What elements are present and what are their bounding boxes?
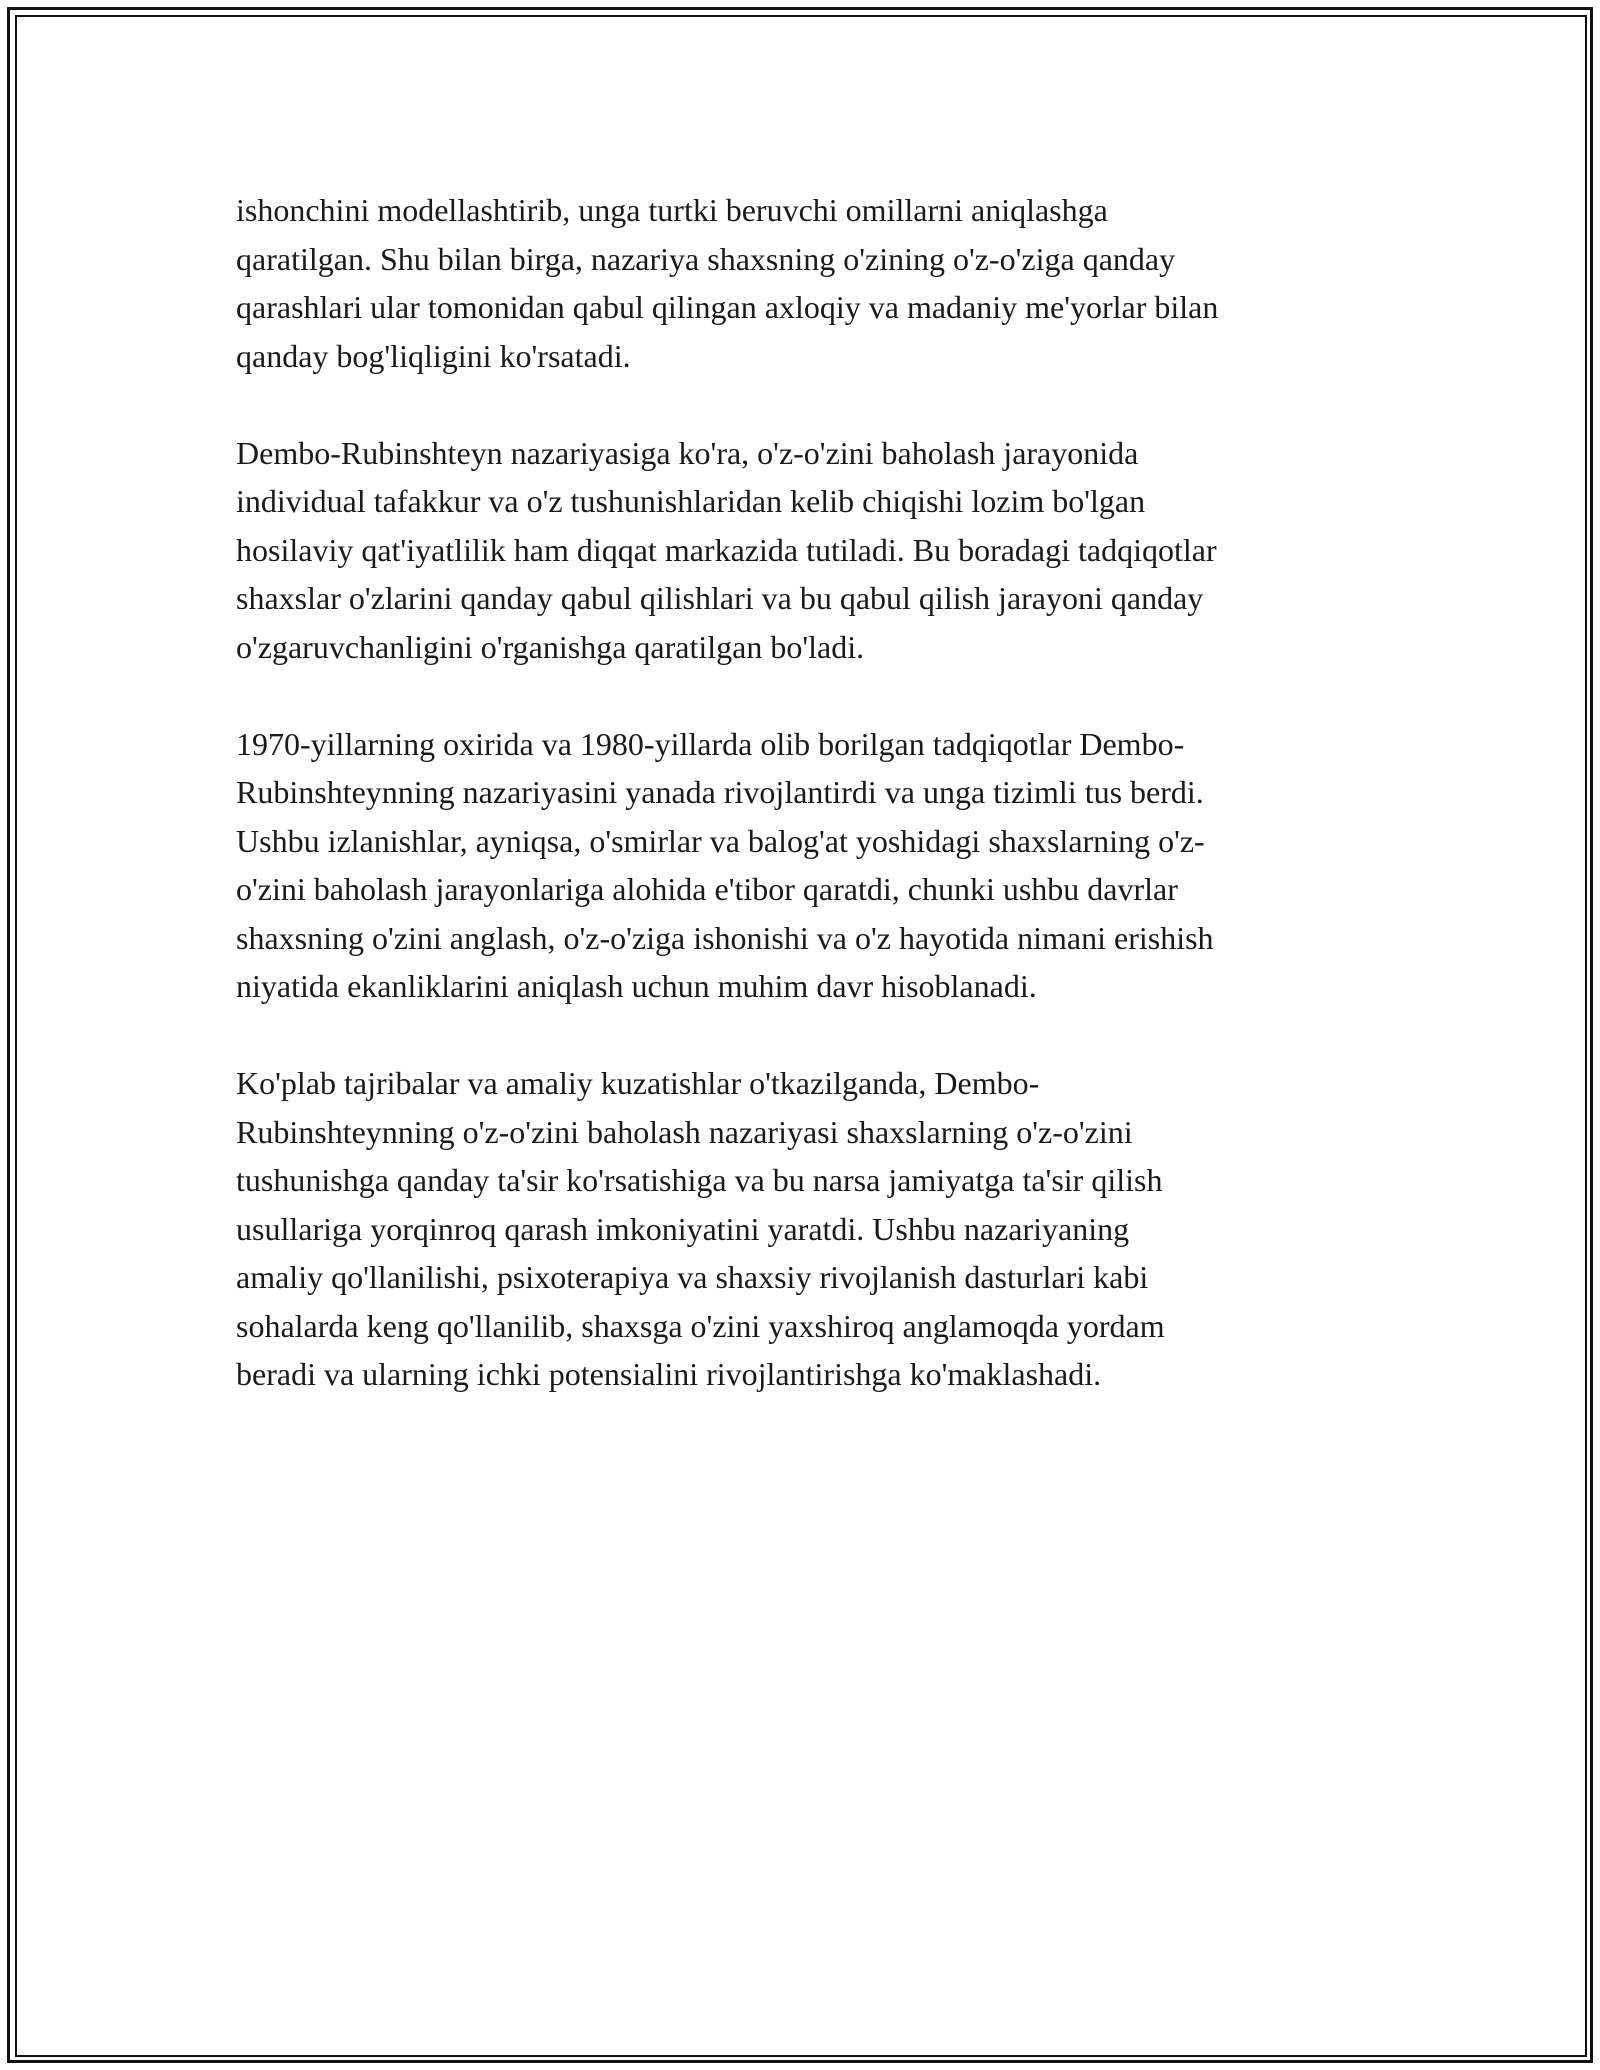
document-body — [236, 186, 1366, 1447]
text-line: shaxslar o'zlarini qanday qabul qilishlari va bu qabul qilish jarayoni qanday — [236, 580, 1204, 616]
text-line: Ko'plab tajribalar va amaliy kuzatishlar o'tkazilganda, Dembo- — [236, 1065, 1040, 1101]
text-line: shaxsning o'zini anglash, o'z-o'ziga ishonishi va o'z hayotida nimani erishish — [236, 919, 1214, 956]
text-line: ishonchini modellashtirib, unga turtki beruvchi omillarni aniqlashga — [236, 192, 1108, 228]
paragraph — [236, 720, 1366, 1011]
text-line: sohalarda keng qo'llanilib, shaxsga o'zini yaxshiroq anglamoqda yordam — [236, 1307, 1165, 1344]
paragraph — [236, 1059, 1366, 1399]
text-line: qaratilgan. Shu bilan birga, nazariya shaxsning o'zining o'z-o'ziga qanday — [236, 240, 1176, 277]
text-line: 1970-yillarning oxirida va 1980-yillarda olib borilgan tadqiqotlar Dembo- — [236, 725, 1185, 762]
text-line: amaliy qo'llanilishi, psixoterapiya va shaxsiy rivojlanish dasturlari kabi — [236, 1259, 1149, 1295]
text-line: tushunishga qanday ta'sir ko'rsatishiga va bu narsa jamiyatga ta'sir qilish — [236, 1162, 1163, 1198]
text-line: hosilaviy qat'iyatlilik ham diqqat markazida tutiladi. Bu boradagi tadqiqotlar — [236, 531, 1217, 568]
text-line: o'zgaruvchanligini o'rganishga qaratilgan bo'ladi. — [236, 628, 865, 665]
text-line: Rubinshteynning o'z-o'zini baholash nazariyasi shaxslarning o'z-o'zini — [236, 1113, 1133, 1150]
text-line: Ushbu izlanishlar, ayniqsa, o'smirlar va balog'at yoshidagi shaxslarning o'z- — [236, 822, 1205, 859]
text-line: Dembo-Rubinshteyn nazariyasiga ko'ra, o'z-o'zini baholash jarayonida — [236, 434, 1139, 471]
text-line: beradi va ularning ichki potensialini rivojlantirishga ko'maklashadi. — [236, 1356, 1102, 1392]
paragraph — [236, 186, 1366, 380]
text-line: individual tafakkur va o'z tushunishlaridan kelib chiqishi lozim bo'lgan — [236, 483, 1146, 519]
text-line: Rubinshteynning nazariyasini yanada rivojlantirdi va unga tizimli tus berdi. — [236, 774, 1204, 810]
text-line: niyatida ekanliklarini aniqlash uchun muhim davr hisoblanadi. — [236, 968, 1037, 1004]
text-line: qanday bog'liqligini ko'rsatadi. — [236, 337, 631, 374]
text-line: o'zini baholash jarayonlariga alohida e'tibor qaratdi, chunki ushbu davrlar — [236, 871, 1178, 907]
text-line: qarashlari ular tomonidan qabul qilingan axloqiy va madaniy me'yorlar bilan — [236, 289, 1219, 325]
text-line: usullariga yorqinroq qarash imkoniyatini yaratdi. Ushbu nazariyaning — [236, 1210, 1130, 1247]
paragraph — [236, 429, 1366, 672]
